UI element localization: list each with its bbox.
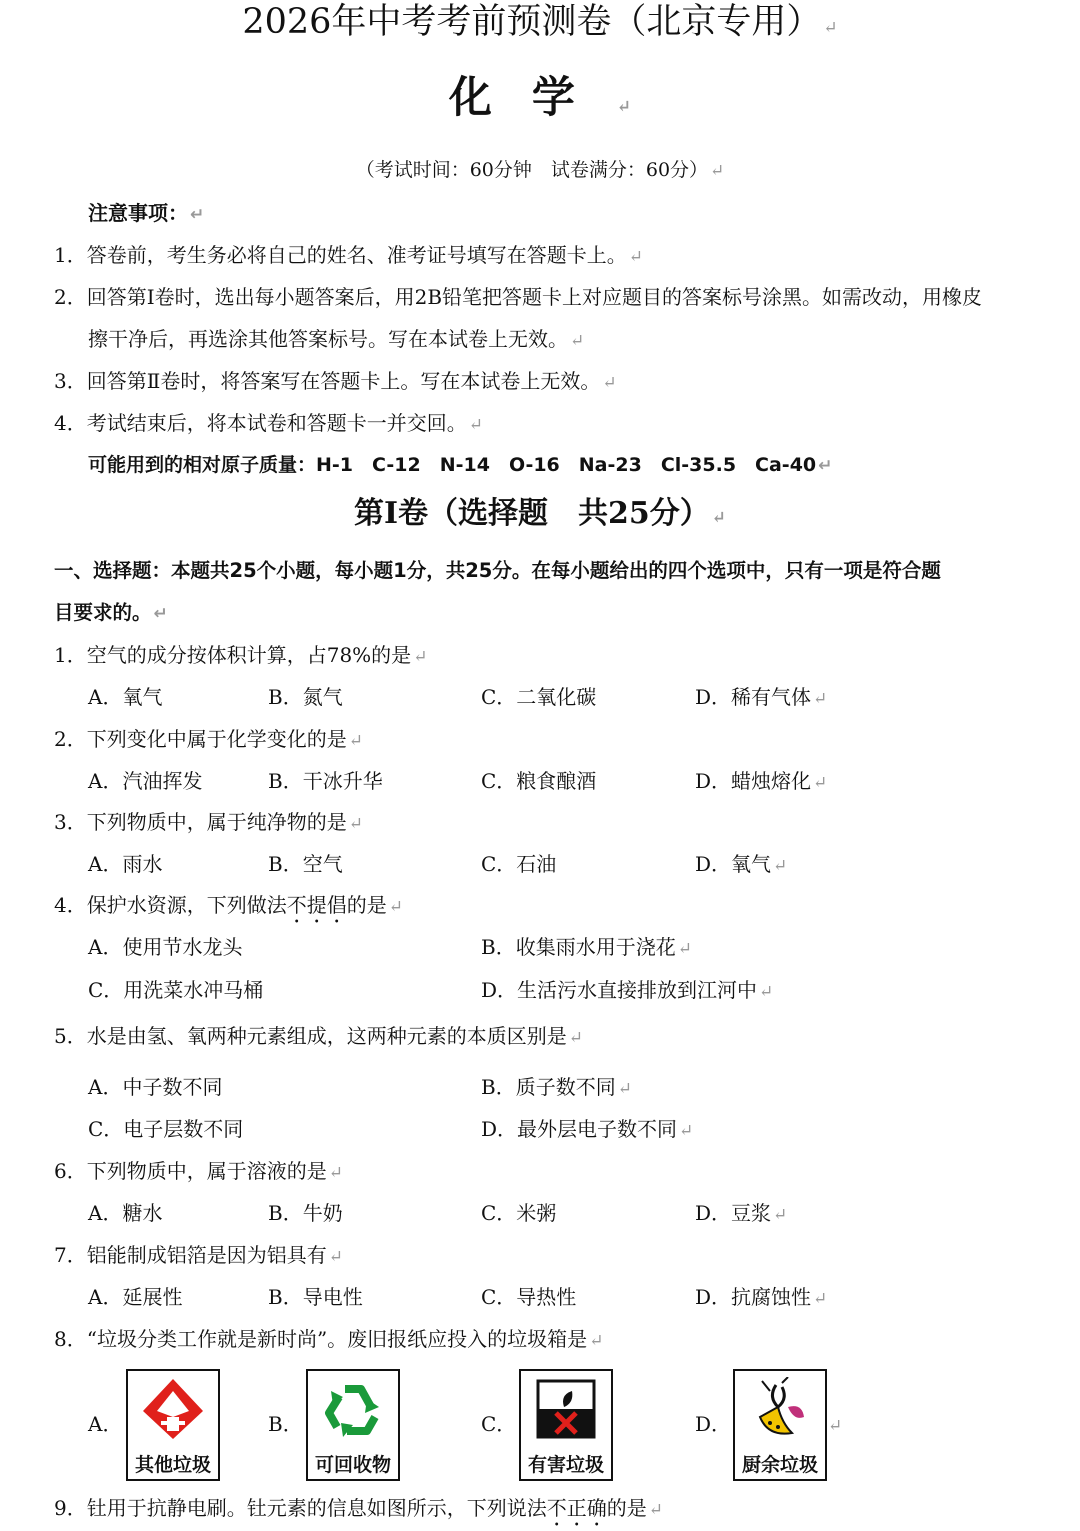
question-8-option-c: C． [481, 1412, 517, 1436]
question-8-option-a: A． [88, 1412, 123, 1436]
question-3-stem: 3．下列物质中，属于纯净物的是 ↵ [54, 810, 363, 834]
question-7-option-c: C．导热性 [481, 1285, 577, 1309]
question-8-option-b: B． [268, 1412, 303, 1436]
kitchen-waste-label: 厨余垃圾 [741, 1454, 818, 1476]
question-6-option-b: B．牛奶 [268, 1201, 343, 1225]
question-9-stem: 9．钍用于抗静电刷。钍元素的信息如图所示，下列说法不正确的是 ↵ [54, 1496, 663, 1520]
section-1-instructions: 一、选择题：本题共25个小题，每小题1分，共25分。在每小题给出的四个选项中，只有一项是符合题 [54, 559, 941, 582]
question-6-option-d: D．豆浆 ↵ [695, 1201, 788, 1225]
question-6-stem: 6．下列物质中，属于溶液的是 ↵ [54, 1159, 343, 1183]
question-5-option-a: A．中子数不同 [88, 1075, 223, 1099]
harmful-waste-bin [519, 1369, 613, 1481]
notice-item-4: 4．考试结束后，将本试卷和答题卡一并交回。 ↵ [54, 411, 483, 435]
question-8-return-mark: ↵ [828, 1416, 843, 1436]
question-5-option-c: C．电子层数不同 [88, 1117, 244, 1141]
notice-heading: 注意事项： ↵ [88, 201, 205, 225]
section-1-instructions-cont: 目要求的。 ↵ [54, 601, 168, 624]
subject-title: 化学 ↵ [448, 73, 632, 123]
question-2-option-b: B．干冰升华 [268, 769, 383, 793]
question-7-option-b: B．导电性 [268, 1285, 363, 1309]
question-4-option-c: C．用洗菜水冲马桶 [88, 978, 264, 1002]
recyclable-label: 可回收物 [314, 1454, 391, 1476]
question-5-option-d: D．最外层电子数不同 ↵ [481, 1117, 694, 1141]
question-3-option-c: C．石油 [481, 852, 557, 876]
section-1-heading: 第Ⅰ卷（选择题 共25分） ↵ [353, 496, 727, 531]
kitchen-waste-bin [733, 1369, 827, 1481]
question-7-stem: 7．铝能制成铝箔是因为铝具有 ↵ [54, 1243, 343, 1267]
question-8-option-d: D． [695, 1412, 732, 1436]
question-4-option-a: A．使用节水龙头 [88, 935, 243, 959]
atomic-masses: 可能用到的相对原子质量：H-1 C-12 N-14 O-16 Na-23 Cl-35.5 Ca-40 ↵ [88, 454, 833, 476]
notice-item-2-cont: 擦干净后，再选涂其他答案标号。写在本试卷上无效。 ↵ [88, 327, 585, 351]
question-3-option-d: D．氧气 ↵ [695, 852, 788, 876]
question-4-stem: 4．保护水资源，下列做法不提倡的是 ↵ [54, 893, 403, 917]
exam-info: （考试时间：60分钟 试卷满分：60分） ↵ [355, 159, 725, 181]
question-8-stem: 8．“垃圾分类工作就是新时尚”。废旧报纸应投入的垃圾箱是 ↵ [54, 1327, 604, 1351]
question-2-option-a: A．汽油挥发 [88, 769, 203, 793]
question-4-option-b: B．收集雨水用于浇花 ↵ [481, 935, 692, 959]
question-7-option-d: D．抗腐蚀性 ↵ [695, 1285, 828, 1309]
question-2-option-d: D．蜡烛熔化 ↵ [695, 769, 828, 793]
question-3-option-a: A．雨水 [88, 852, 163, 876]
notice-item-1: 1．答卷前，考生务必将自己的姓名、准考证号填写在答题卡上。 ↵ [54, 243, 643, 267]
harmful-waste-icon [534, 1377, 598, 1441]
harmful-waste-label: 有害垃圾 [527, 1454, 604, 1476]
recyclable-bin [306, 1369, 400, 1481]
question-1-option-a: A．氧气 [88, 685, 163, 709]
recycle-icon [321, 1377, 385, 1441]
question-4-option-d: D．生活污水直接排放到江河中 ↵ [481, 978, 774, 1002]
question-7-option-a: A．延展性 [88, 1285, 183, 1309]
question-6-option-c: C．米粥 [481, 1201, 557, 1225]
question-3-option-b: B．空气 [268, 852, 343, 876]
kitchen-waste-icon [748, 1377, 812, 1441]
question-1-option-b: B．氮气 [268, 685, 343, 709]
question-1-option-c: C．二氧化碳 [481, 685, 597, 709]
question-5-option-b: B．质子数不同 ↵ [481, 1075, 632, 1099]
question-1-option-d: D．稀有气体 ↵ [695, 685, 828, 709]
question-2-stem: 2．下列变化中属于化学变化的是 ↵ [54, 727, 363, 751]
exam-title: 2026年中考考前预测卷（北京专用） ↵ [242, 2, 838, 42]
question-1-stem: 1．空气的成分按体积计算，占78%的是 ↵ [54, 643, 428, 667]
notice-item-2: 2．回答第Ⅰ卷时，选出每小题答案后，用2B铅笔把答题卡上对应题目的答案标号涂黑。如需改动，用橡皮 [54, 285, 983, 309]
question-5-stem: 5．水是由氢、氧两种元素组成，这两种元素的本质区别是 ↵ [54, 1024, 583, 1048]
notice-item-3: 3．回答第Ⅱ卷时，将答案写在答题卡上。写在本试卷上无效。 ↵ [54, 369, 617, 393]
other-waste-label: 其他垃圾 [134, 1454, 211, 1476]
other-waste-bin [126, 1369, 220, 1481]
question-6-option-a: A．糖水 [88, 1201, 163, 1225]
question-2-option-c: C．粮食酿酒 [481, 769, 597, 793]
other-waste-icon [141, 1377, 205, 1441]
